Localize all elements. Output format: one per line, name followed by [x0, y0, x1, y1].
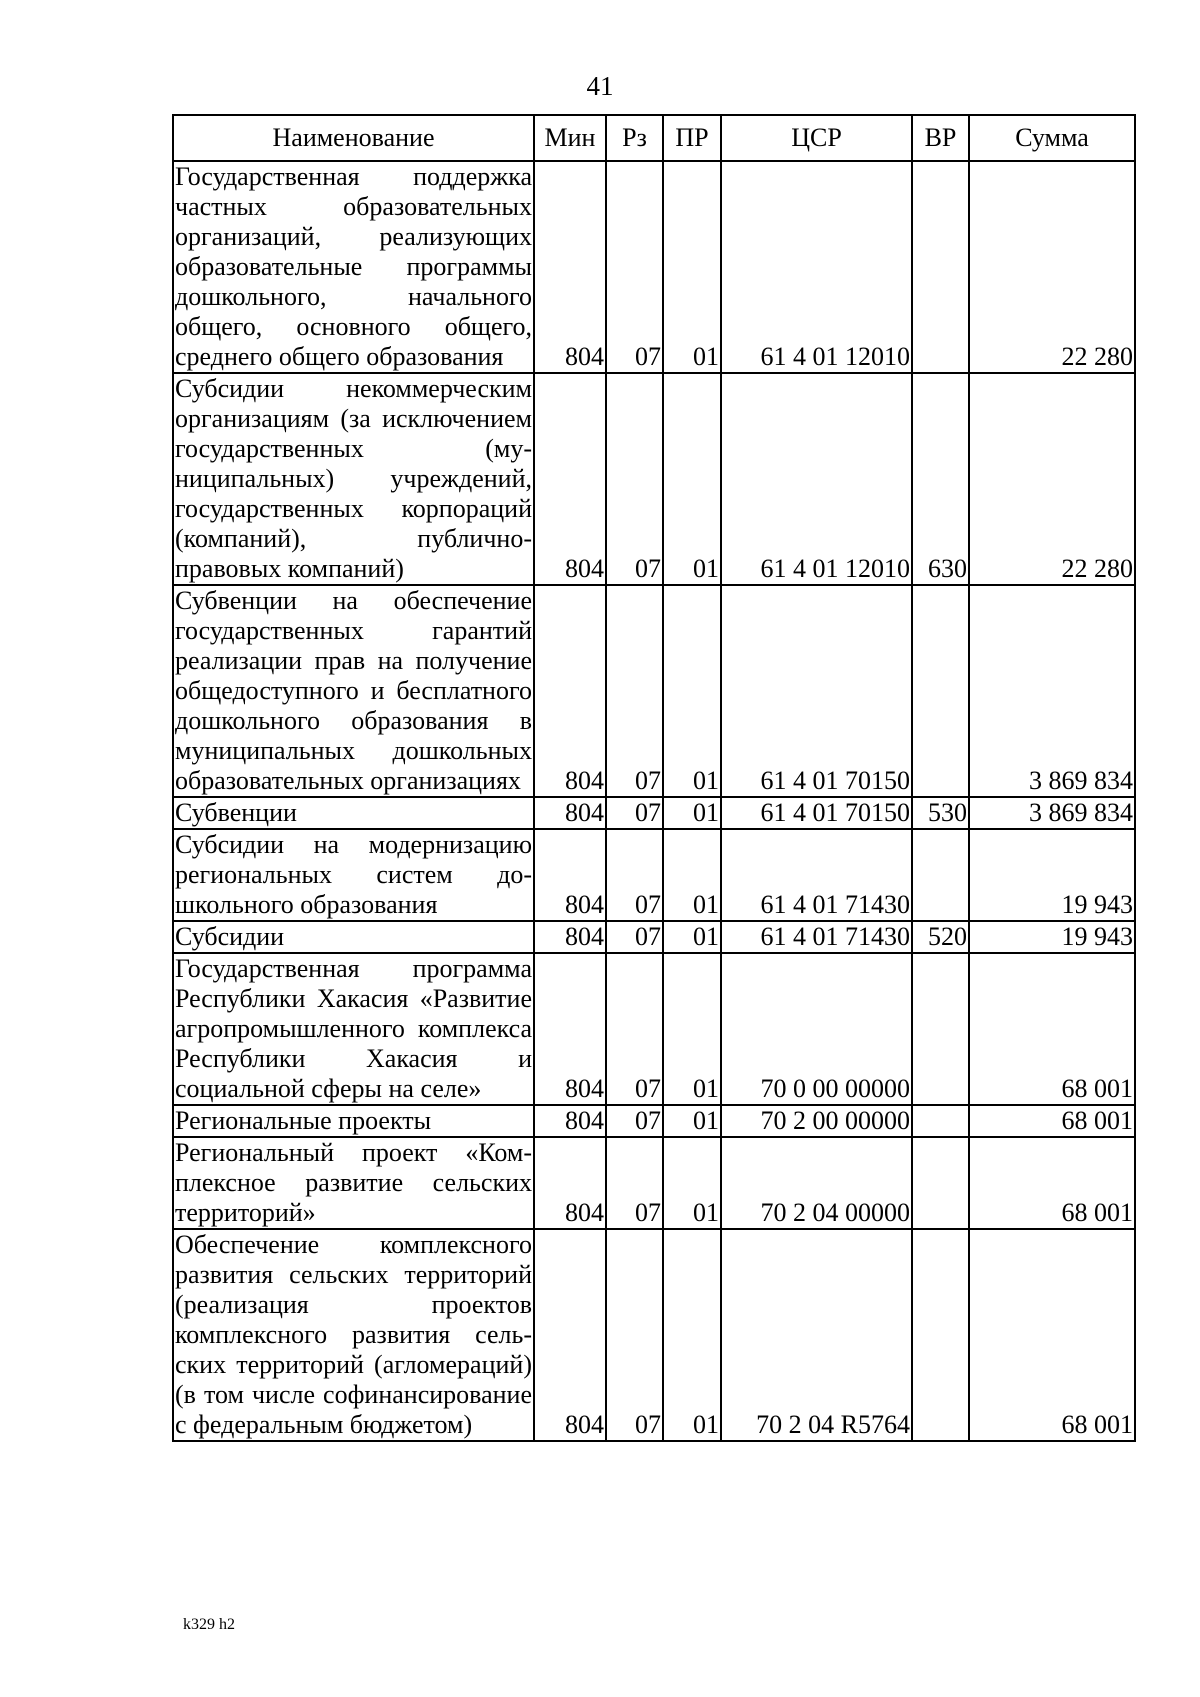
header-rz: Рз [606, 115, 663, 161]
row-pr: 01 [663, 797, 721, 829]
table-row [173, 1229, 1135, 1441]
page-number: 41 [586, 71, 614, 101]
row-vr [912, 585, 969, 797]
row-pr: 01 [663, 161, 721, 373]
row-vr: 630 [912, 373, 969, 585]
row-rz: 07 [606, 1229, 663, 1441]
table-row [173, 373, 1135, 585]
header-name: Наименование [173, 115, 534, 161]
row-csr: 70 2 00 00000 [721, 1105, 912, 1137]
row-name: Государственная программа Республики Хакасия «Развитие агропромышленного комплекса Республики Хакасия и социальной сферы на селе» [175, 954, 532, 1103]
header-vr: ВР [912, 115, 969, 161]
row-min: 804 [534, 797, 606, 829]
row-rz: 07 [606, 829, 663, 921]
header-sum: Сумма [969, 115, 1135, 161]
row-name: Субсидии на модернизацию региональных систем дошкольного образования [175, 830, 532, 919]
row-vr: 520 [912, 921, 969, 953]
row-csr: 61 4 01 70150 [721, 585, 912, 797]
row-sum: 68 001 [969, 1137, 1135, 1229]
row-name: Государственная поддержка частных образовательных организаций, реализующих образовательные программы дошкольного, начального общего, основного общего, среднего общего образования [175, 162, 532, 371]
row-sum: 19 943 [969, 921, 1135, 953]
row-sum: 22 280 [969, 161, 1135, 373]
row-pr: 01 [663, 373, 721, 585]
row-csr: 70 2 04 00000 [721, 1137, 912, 1229]
row-min: 804 [534, 1137, 606, 1229]
row-csr: 61 4 01 12010 [721, 161, 912, 373]
row-vr: 530 [912, 797, 969, 829]
row-pr: 01 [663, 829, 721, 921]
header-pr: ПР [663, 115, 721, 161]
row-vr [912, 161, 969, 373]
row-name: Региональные проекты [173, 1105, 534, 1137]
row-rz: 07 [606, 953, 663, 1105]
row-min: 804 [534, 585, 606, 797]
row-vr [912, 953, 969, 1105]
row-rz: 07 [606, 797, 663, 829]
row-csr: 70 2 04 R5764 [721, 1229, 912, 1441]
row-csr: 61 4 01 71430 [721, 921, 912, 953]
row-pr: 01 [663, 1105, 721, 1137]
row-sum: 3 869 834 [969, 797, 1135, 829]
row-vr [912, 1229, 969, 1441]
table-row [173, 921, 1135, 953]
row-csr: 61 4 01 70150 [721, 797, 912, 829]
table-row [173, 953, 1135, 1105]
row-name: Субвенции на обеспечение государственных гарантий реализации прав на получение общедоступного и бесплатного дошкольного образования в муниципальных дошкольных образовательных организациях [175, 586, 532, 795]
row-pr: 01 [663, 1137, 721, 1229]
row-name: Субвенции [173, 797, 534, 829]
row-sum: 22 280 [969, 373, 1135, 585]
row-vr [912, 1137, 969, 1229]
row-rz: 07 [606, 1137, 663, 1229]
row-pr: 01 [663, 921, 721, 953]
row-name: Субсидии [173, 921, 534, 953]
row-min: 804 [534, 1229, 606, 1441]
row-rz: 07 [606, 585, 663, 797]
document-code: k329 h2 [183, 1616, 235, 1633]
row-min: 804 [534, 1105, 606, 1137]
row-name: Обеспечение комплексного развития сельских территорий (реализация проектов комплексного развития сельских территорий (агломераций) (в том числе софинансирование с федеральным бюджетом) [175, 1230, 532, 1439]
table-row [173, 161, 1135, 373]
table-row [173, 585, 1135, 797]
row-sum: 19 943 [969, 829, 1135, 921]
row-pr: 01 [663, 953, 721, 1105]
row-min: 804 [534, 953, 606, 1105]
row-vr [912, 1105, 969, 1137]
row-csr: 61 4 01 12010 [721, 373, 912, 585]
table-row [173, 797, 1135, 829]
row-vr [912, 829, 969, 921]
row-name: Субсидии некоммерческим организациям (за исключением государственных (муниципальных) учреждений, государственных корпораций (компаний), публично-правовых компаний) [175, 374, 532, 583]
row-min: 804 [534, 373, 606, 585]
row-sum: 68 001 [969, 1105, 1135, 1137]
row-sum: 68 001 [969, 953, 1135, 1105]
table-row [173, 1137, 1135, 1229]
budget-table [172, 114, 1136, 1442]
header-min: Мин [534, 115, 606, 161]
row-name: Региональный проект «Комплексное развитие сельских территорий» [175, 1138, 532, 1227]
row-min: 804 [534, 161, 606, 373]
row-rz: 07 [606, 1105, 663, 1137]
row-min: 804 [534, 921, 606, 953]
row-sum: 68 001 [969, 1229, 1135, 1441]
row-sum: 3 869 834 [969, 585, 1135, 797]
row-rz: 07 [606, 921, 663, 953]
row-csr: 61 4 01 71430 [721, 829, 912, 921]
table-row [173, 1105, 1135, 1137]
row-pr: 01 [663, 1229, 721, 1441]
row-rz: 07 [606, 161, 663, 373]
header-csr: ЦСР [721, 115, 912, 161]
row-min: 804 [534, 829, 606, 921]
row-csr: 70 0 00 00000 [721, 953, 912, 1105]
table-header-row [173, 115, 1135, 161]
row-pr: 01 [663, 585, 721, 797]
row-rz: 07 [606, 373, 663, 585]
table-row [173, 829, 1135, 921]
